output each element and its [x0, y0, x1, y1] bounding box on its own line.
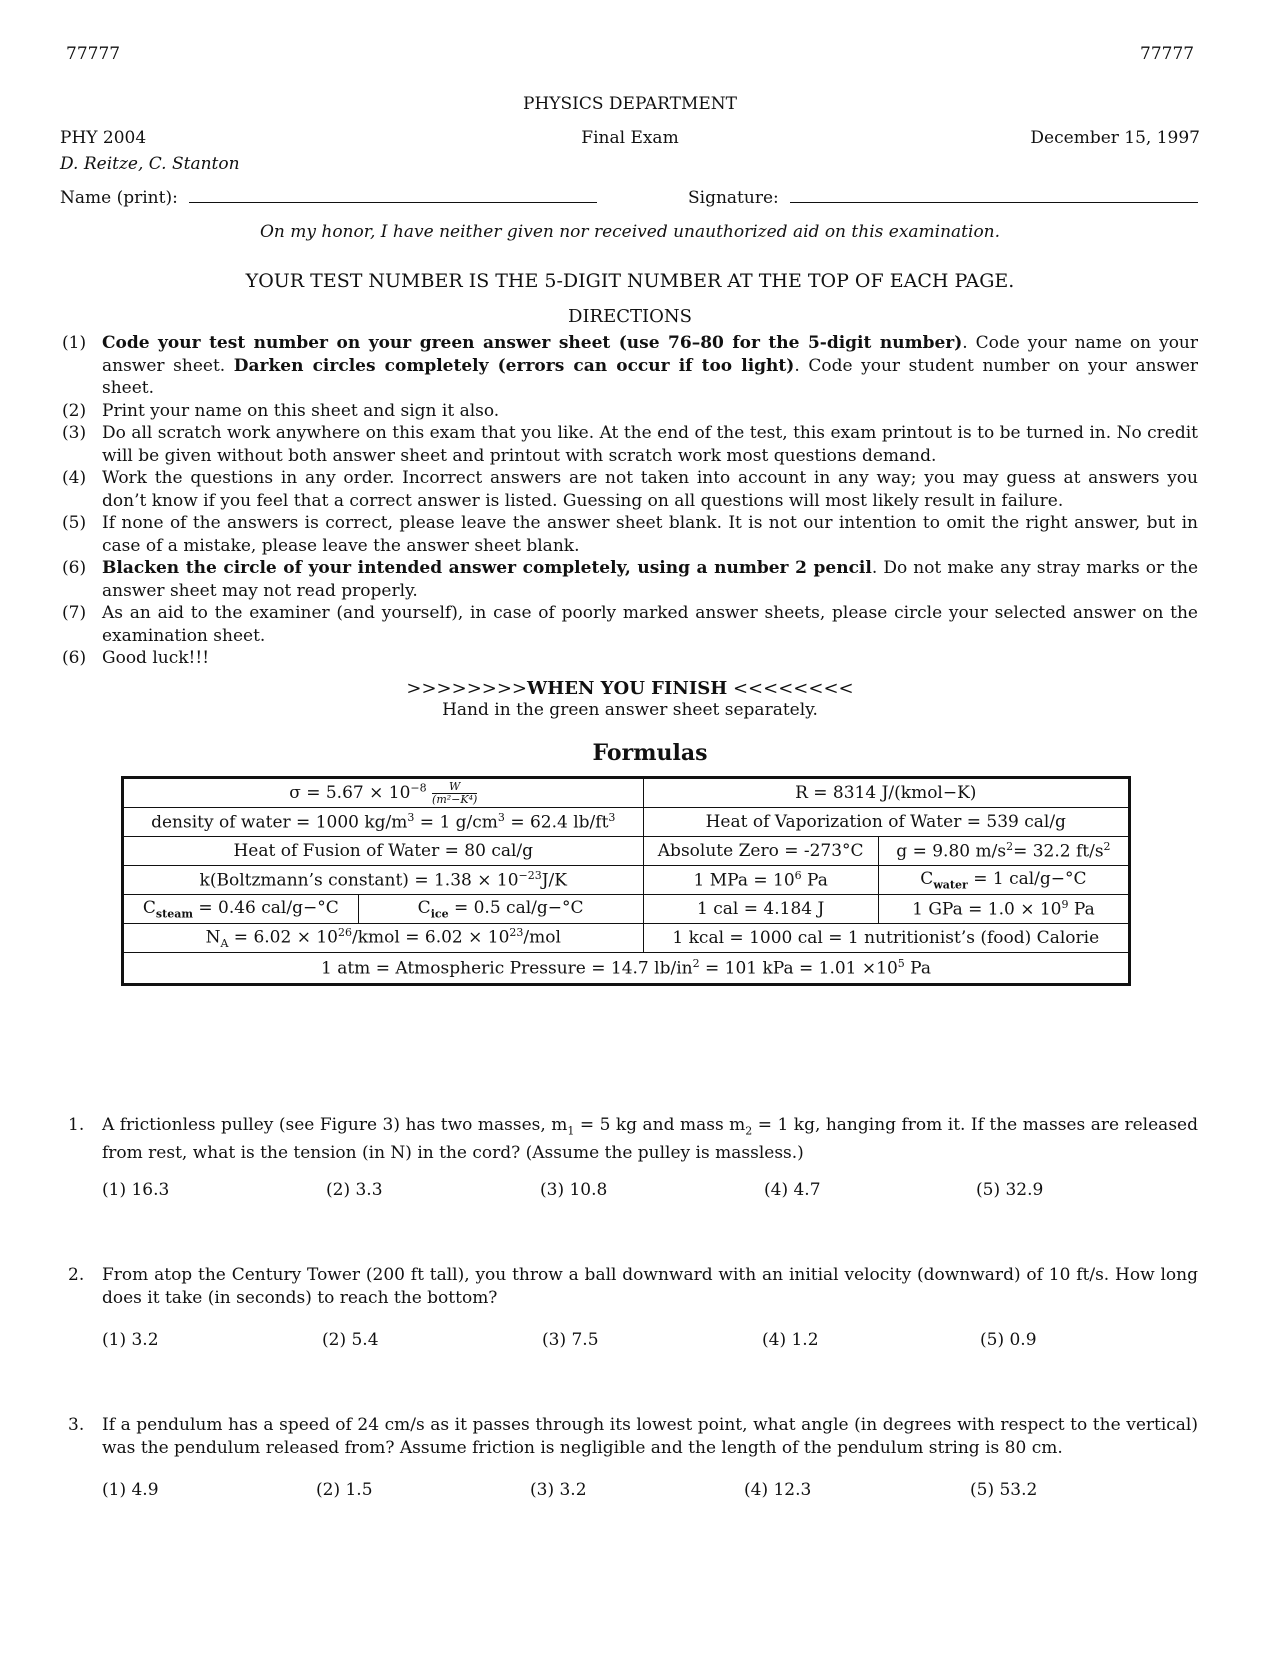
exam-title: Final Exam: [581, 128, 679, 148]
formula-heat-vaporization: Heat of Vaporization of Water = 539 cal/g: [643, 808, 1129, 837]
question-3: [68, 1414, 1198, 1460]
course-code: PHY 2004: [60, 128, 147, 148]
answer-choice[interactable]: (2) 3.3: [326, 1180, 383, 1200]
direction-item: [62, 602, 1198, 647]
signature-line[interactable]: [790, 188, 1198, 203]
formula-atm: 1 atm = Atmospheric Pressure = 14.7 $lb/in^2 = 101$ kPa = $1.01 \times 10^5$ Pa: [123, 953, 1130, 985]
direction-item: [62, 512, 1198, 557]
direction-number: (3): [62, 423, 87, 443]
answer-choice[interactable]: (5) 53.2: [970, 1480, 1038, 1500]
answer-choice[interactable]: (5) 32.9: [976, 1180, 1044, 1200]
direction-item: [62, 422, 1198, 467]
answer-choice[interactable]: (4) 12.3: [744, 1480, 812, 1500]
exam-date: December 15, 1997: [1030, 128, 1200, 148]
formula-gravity: g = 9.80 $m/s^2= 32.2$ $ft/s^2$: [878, 837, 1129, 866]
direction-item: [62, 647, 1198, 670]
finish-note: Hand in the green answer sheet separately.: [442, 700, 818, 720]
direction-number: (7): [62, 603, 87, 623]
formula-c-water: $C_{water} = 1$ cal/g−°C: [878, 866, 1129, 895]
formula-c-steam: $C_{steam} = 0.46$ cal/g−°C: [123, 895, 359, 924]
instructors: D. Reitze, C. Stanton: [60, 154, 240, 174]
finish-prefix: >>>>>>>>: [406, 678, 528, 699]
question-3-choices: [102, 1480, 1102, 1504]
question-text: If a pendulum has a speed of 24 cm/s as it passes through its lowest point, what angle (in degrees with respect to the vertical) was the pendulum released from? Assume friction is negligible and the length of the pendulum string is 80 cm.: [102, 1415, 1198, 1458]
formula-water-density: density of water = 1000 $kg/m^3 = 1$ $g/cm^3 = 62.4$ $lb/ft^3$: [123, 808, 644, 837]
formula-c-ice: $C_{ice} = 0.5$ cal/g−°C: [358, 895, 643, 924]
direction-bold: Code your test number on your green answer sheet (use 76–80 for the 5-digit number): [102, 333, 963, 353]
answer-choice[interactable]: (1) 3.2: [102, 1330, 159, 1350]
direction-number: (2): [62, 400, 87, 421]
question-number: 3.: [68, 1415, 85, 1435]
answer-choice[interactable]: (4) 1.2: [762, 1330, 819, 1350]
formulas-table: [121, 776, 1131, 986]
question-number: 1.: [68, 1115, 85, 1135]
directions-title: DIRECTIONS: [568, 306, 692, 327]
formula-gpa: 1 GPa = $1.0 \times 10^9$ Pa: [878, 895, 1129, 924]
finish-notice: [0, 678, 1260, 699]
answer-choice[interactable]: (1) 16.3: [102, 1180, 170, 1200]
question-1: [68, 1114, 1198, 1165]
question-text: From atop the Century Tower (200 ft tall), you throw a ball downward with an initial velocity (downward) of 10 ft/s. How long does it take (in seconds) to reach the bottom?: [102, 1265, 1198, 1308]
honor-statement: On my honor, I have neither given nor received unauthorized aid on this examination.: [259, 222, 1001, 242]
answer-choice[interactable]: (3) 10.8: [540, 1180, 608, 1200]
direction-text: . Code your name on your answer sheet.: [102, 333, 1198, 376]
answer-choice[interactable]: (2) 5.4: [322, 1330, 379, 1350]
formula-calorie: 1 cal = 4.184 J: [643, 895, 878, 924]
direction-item: [62, 332, 1198, 400]
direction-text: . Do not make any stray marks or the answer sheet may not read properly.: [102, 558, 1199, 601]
formula-heat-fusion: Heat of Fusion of Water = 80 cal/g: [123, 837, 644, 866]
direction-item: [62, 400, 1198, 423]
answer-choice[interactable]: (5) 0.9: [980, 1330, 1037, 1350]
direction-number: (5): [62, 513, 87, 533]
formula-mpa: 1 MPa = $10^6$ Pa: [643, 866, 878, 895]
name-label: Name (print):: [60, 188, 178, 208]
answer-choice[interactable]: (3) 7.5: [542, 1330, 599, 1350]
question-text: A frictionless pulley (see Figure 3) has two masses, $m_1 = 5$ kg and mass $m_2 = 1$ kg, hanging from it. If the masses are released from rest, what is the tension (in N) in the cord? (Assume the pulley is massless.): [102, 1115, 1198, 1164]
question-2: [68, 1264, 1198, 1310]
direction-text: Do all scratch work anywhere on this exam that you like. At the end of the test, this exam printout is to be turned in. No credit will be given without both answer sheet and printout with scratch work most questions demand.: [102, 423, 1198, 466]
test-number-notice: YOUR TEST NUMBER IS THE 5-DIGIT NUMBER AT THE TOP OF EACH PAGE.: [245, 270, 1015, 292]
test-number-right: 77777: [1140, 44, 1195, 64]
direction-bold: Darken circles completely (errors can occur if too light): [233, 355, 795, 376]
finish-suffix: <<<<<<<<: [727, 678, 854, 699]
answer-choice[interactable]: (4) 4.7: [764, 1180, 821, 1200]
question-1-choices: [102, 1180, 1102, 1204]
direction-bold: Blacken the circle of your intended answer completely, using a number 2 pencil: [102, 558, 872, 578]
signature-label: Signature:: [688, 188, 779, 208]
direction-text: Work the questions in any order. Incorrect answers are not taken into account in any way; you may guess at answers you don’t know if you feel that a correct answer is listed. Guessing on all questions will most likely result in failure.: [102, 468, 1198, 511]
department-title: PHYSICS DEPARTMENT: [523, 94, 737, 114]
name-field[interactable]: [60, 188, 597, 208]
direction-text: Good luck!!!: [102, 648, 210, 668]
direction-number: (1): [62, 333, 87, 353]
direction-text: . Code your student number on your answer sheet.: [102, 355, 1199, 398]
answer-choice[interactable]: (3) 3.2: [530, 1480, 587, 1500]
direction-text: As an aid to the examiner (and yourself), in case of poorly marked answer sheets, please circle your selected answer on the examination sheet.: [102, 603, 1198, 646]
answer-choice[interactable]: (2) 1.5: [316, 1480, 373, 1500]
formulas-title: Formulas: [592, 740, 708, 766]
formula-absolute-zero: Absolute Zero = -273°C: [643, 837, 878, 866]
direction-text: Print your name on this sheet and sign it also.: [102, 400, 500, 421]
direction-text: If none of the answers is correct, please leave the answer sheet blank. It is not our intention to omit the right answer, but in case of a mistake, please leave the answer sheet blank.: [102, 513, 1198, 556]
finish-bold: WHEN YOU FINISH: [527, 678, 728, 699]
test-number-left: 77777: [66, 44, 121, 64]
formula-stefan-boltzmann: $\sigma = 5.67 \times 10^{-8}$ $\frac{W}{\text{(m²−K⁴)}}$: [123, 778, 644, 808]
directions-list: [62, 332, 1198, 670]
signature-field[interactable]: [688, 188, 1198, 208]
direction-number: (6): [62, 648, 87, 668]
direction-item: [62, 467, 1198, 512]
direction-item: [62, 557, 1198, 602]
formula-avogadro: $N_A = 6.02$ × $10^{26}$/kmol = $6.02 \times 10^{23}$/mol: [123, 924, 644, 953]
name-line[interactable]: [189, 188, 597, 203]
direction-number: (4): [62, 468, 87, 488]
formula-gas-constant: R = 8314 J/(kmol−K): [643, 778, 1129, 808]
formula-boltzmann: k(Boltzmann’s constant) = $1.38 \times 10^{-23}J/K$: [123, 866, 644, 895]
question-number: 2.: [68, 1265, 85, 1285]
answer-choice[interactable]: (1) 4.9: [102, 1480, 159, 1500]
formula-kcal: 1 kcal = 1000 cal = 1 nutritionist’s (food) Calorie: [643, 924, 1129, 953]
direction-number: (6): [62, 558, 87, 578]
question-2-choices: [102, 1330, 1102, 1354]
